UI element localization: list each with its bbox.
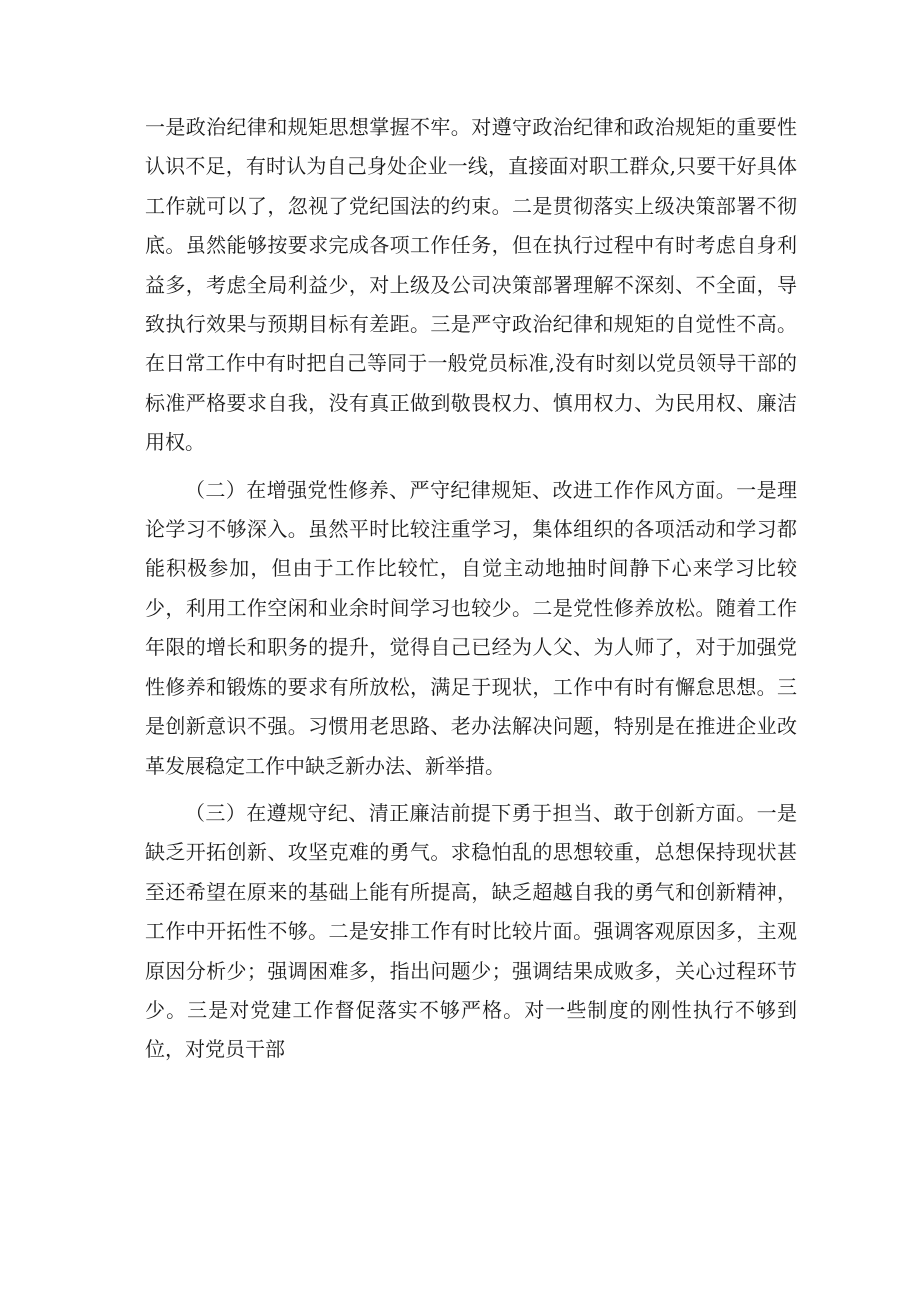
paragraph-political-discipline: 一是政治纪律和规矩思想掌握不牢。对遵守政治纪律和政治规矩的重要性认识不足，有时认为自己身处企业一线，直接面对职工群众,只要干好具体工作就可以了，忽视了党纪国法的约束。二是贯彻落实上级决策部署不彻底。虽然能够按要求完成各项工作任务，但在执行过程中有时考虑自身利益多，考虑全局利益少，对上级及公司决策部署理解不深刻、不全面，导致执行效果与预期目标有差距。三是严守政治纪律和规矩的自觉性不高。在日常工作中有时把自己等同于一般党员标准,没有时刻以党员领导干部的标准严格要求自我，没有真正做到敬畏权力、慎用权力、为民用权、廉洁用权。 bbox=[145, 115, 797, 455]
paragraph-party-spirit: （二）在增强党性修养、严守纪律规矩、改进工作作风方面。一是理论学习不够深入。虽然平时比较注重学习，集体组织的各项活动和学习都能积极参加，但由于工作比较忙，自觉主动地抽时间静下心来学习比较少，利用工作空闲和业余时间学习也较少。二是党性修养放松。随着工作年限的增长和职务的提升，觉得自己已经为人父、为人师了，对于加强党性修养和锻炼的要求有所放松，满足于现状，工作中有时有懈怠思想。三是创新意识不强。习惯用老思路、老办法解决问题，特别是在推进企业改革发展稳定工作中缺乏新办法、新举措。 bbox=[145, 477, 797, 778]
paragraph-responsibility-innovation: （三）在遵规守纪、清正廉洁前提下勇于担当、敢于创新方面。一是缺乏开拓创新、攻坚克难的勇气。求稳怕乱的思想较重，总想保持现状甚至还希望在原来的基础上能有所提高，缺乏超越自我的勇气和创新精神，工作中开拓性不够。二是安排工作有时比较片面。强调客观原因多，主观原因分析少；强调困难多，指出问题少；强调结果成败多，关心过程环节少。三是对党建工作督促落实不够严格。对一些制度的刚性执行不够到位，对党员干部 bbox=[145, 800, 797, 1062]
document-body bbox=[145, 108, 797, 1070]
